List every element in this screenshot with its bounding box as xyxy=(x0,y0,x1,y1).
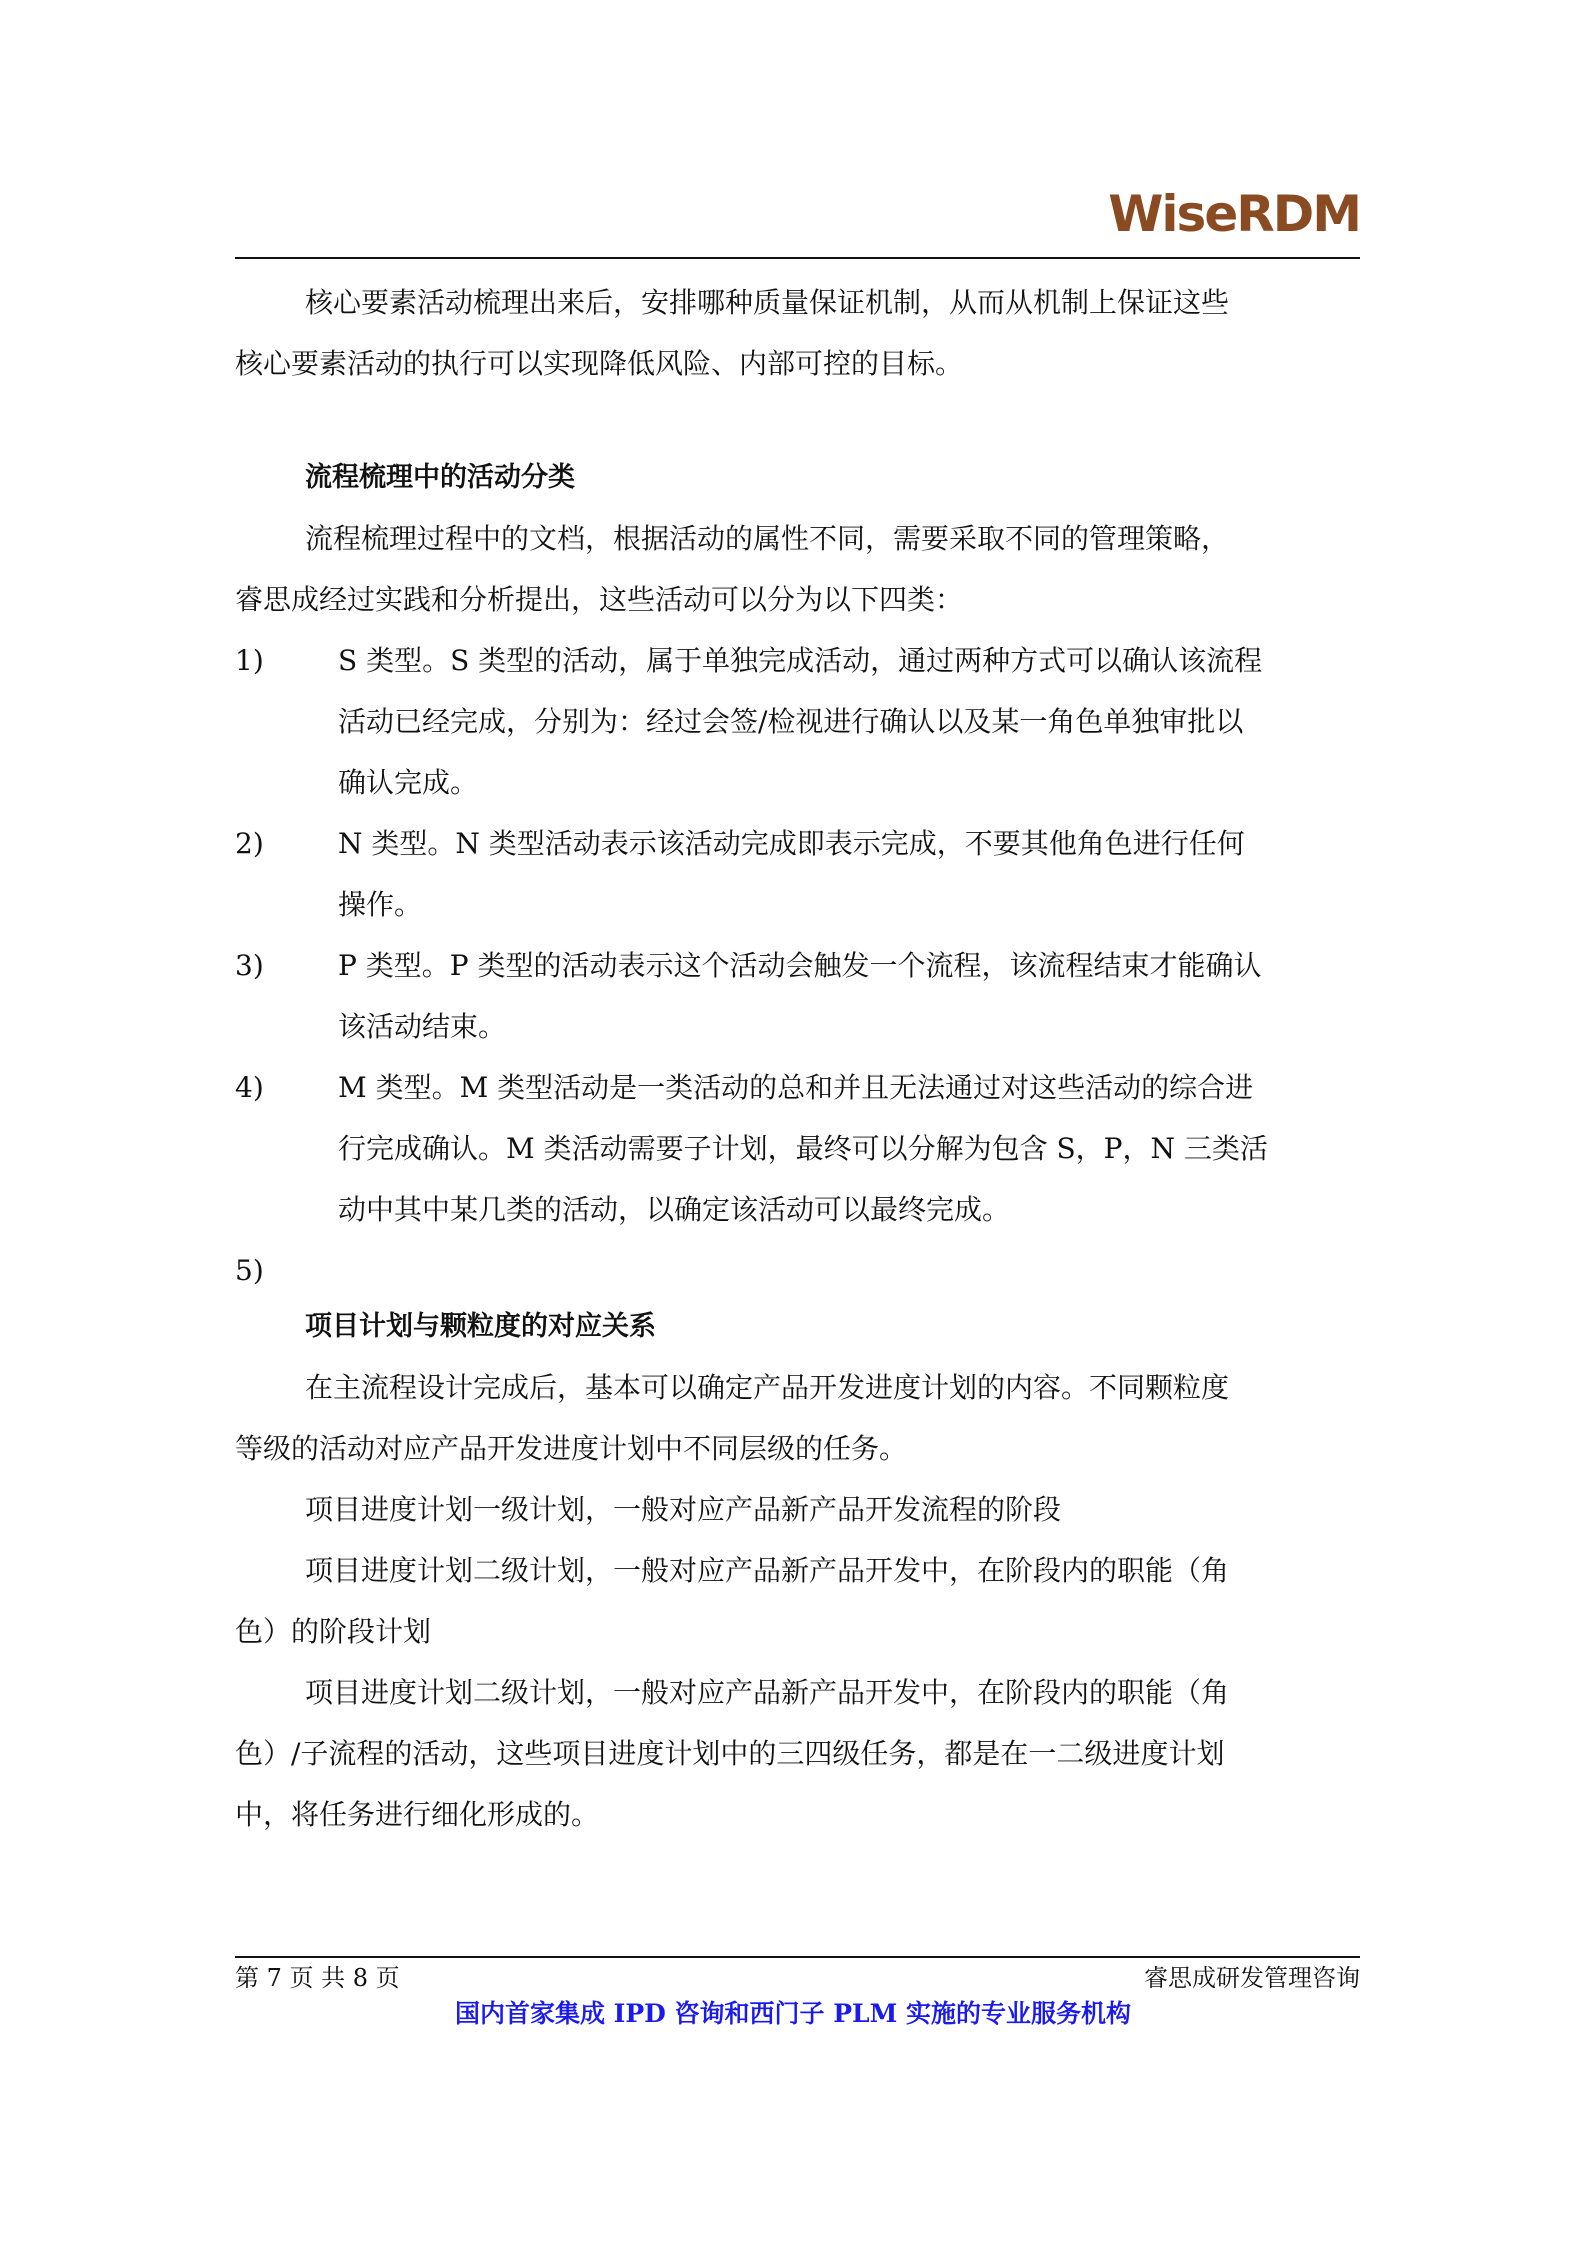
section-heading: 流程梳理中的活动分类 xyxy=(305,462,575,493)
list-item-line: 确认完成。 xyxy=(338,766,479,799)
list-number: 4) xyxy=(235,1071,264,1104)
list-item-line: M 类型。M 类型活动是一类活动的总和并且无法通过对这些活动的综合进 xyxy=(338,1071,1254,1104)
page-number: 第 7 页 共 8 页 xyxy=(235,1964,400,1992)
list-item-line: 行完成确认。M 类活动需要子计划，最终可以分解为包含 S，P，N 三类活 xyxy=(338,1132,1268,1165)
paragraph-line: 项目进度计划一级计划，一般对应产品新产品开发流程的阶段 xyxy=(305,1493,1062,1526)
list-number: 5) xyxy=(235,1254,264,1287)
paragraph-line: 项目进度计划二级计划，一般对应产品新产品开发中，在阶段内的职能（角 xyxy=(305,1676,1230,1709)
list-item-line: S 类型。S 类型的活动，属于单独完成活动，通过两种方式可以确认该流程 xyxy=(338,644,1263,677)
intro-line: 核心要素活动梳理出来后，安排哪种质量保证机制，从而从机制上保证这些 xyxy=(305,286,1230,319)
paragraph-line: 在主流程设计完成后，基本可以确定产品开发进度计划的内容。不同颗粒度 xyxy=(305,1371,1230,1404)
paragraph-line: 色）的阶段计划 xyxy=(235,1615,432,1648)
footer-divider xyxy=(235,1956,1360,1958)
list-item-line: 该活动结束。 xyxy=(338,1010,507,1043)
list-item-line: 动中其中某几类的活动，以确定该活动可以最终完成。 xyxy=(338,1193,1011,1226)
company-name: 睿思成研发管理咨询 xyxy=(1144,1964,1360,1992)
footer-slogan: 国内首家集成 IPD 咨询和西门子 PLM 实施的专业服务机构 xyxy=(454,1999,1132,2028)
list-item-line: N 类型。N 类型活动表示该活动完成即表示完成，不要其他角色进行任何 xyxy=(338,827,1245,860)
paragraph-line: 等级的活动对应产品开发进度计划中不同层级的任务。 xyxy=(235,1432,908,1465)
paragraph-line: 中，将任务进行细化形成的。 xyxy=(235,1798,600,1831)
wiserdm-logo: WiseRDM xyxy=(1108,185,1360,243)
list-item-line: 操作。 xyxy=(338,888,423,921)
paragraph-line: 睿思成经过实践和分析提出，这些活动可以分为以下四类： xyxy=(235,583,964,616)
list-number: 2) xyxy=(235,827,264,860)
list-number: 1) xyxy=(235,644,264,677)
list-item-line: P 类型。P 类型的活动表示这个活动会触发一个流程，该流程结束才能确认 xyxy=(338,949,1262,982)
list-item-line: 活动已经完成，分别为：经过会签/检视进行确认以及某一角色单独审批以 xyxy=(338,705,1244,738)
paragraph-line: 色）/子流程的活动，这些项目进度计划中的三四级任务，都是在一二级进度计划 xyxy=(235,1737,1225,1770)
paragraph-line: 流程梳理过程中的文档，根据活动的属性不同，需要采取不同的管理策略， xyxy=(305,522,1230,555)
paragraph-line: 项目进度计划二级计划，一般对应产品新产品开发中，在阶段内的职能（角 xyxy=(305,1554,1230,1587)
intro-line: 核心要素活动的执行可以实现降低风险、内部可控的目标。 xyxy=(235,347,964,380)
list-number: 3) xyxy=(235,949,264,982)
section-heading: 项目计划与颗粒度的对应关系 xyxy=(305,1311,656,1342)
header-divider xyxy=(235,257,1360,259)
